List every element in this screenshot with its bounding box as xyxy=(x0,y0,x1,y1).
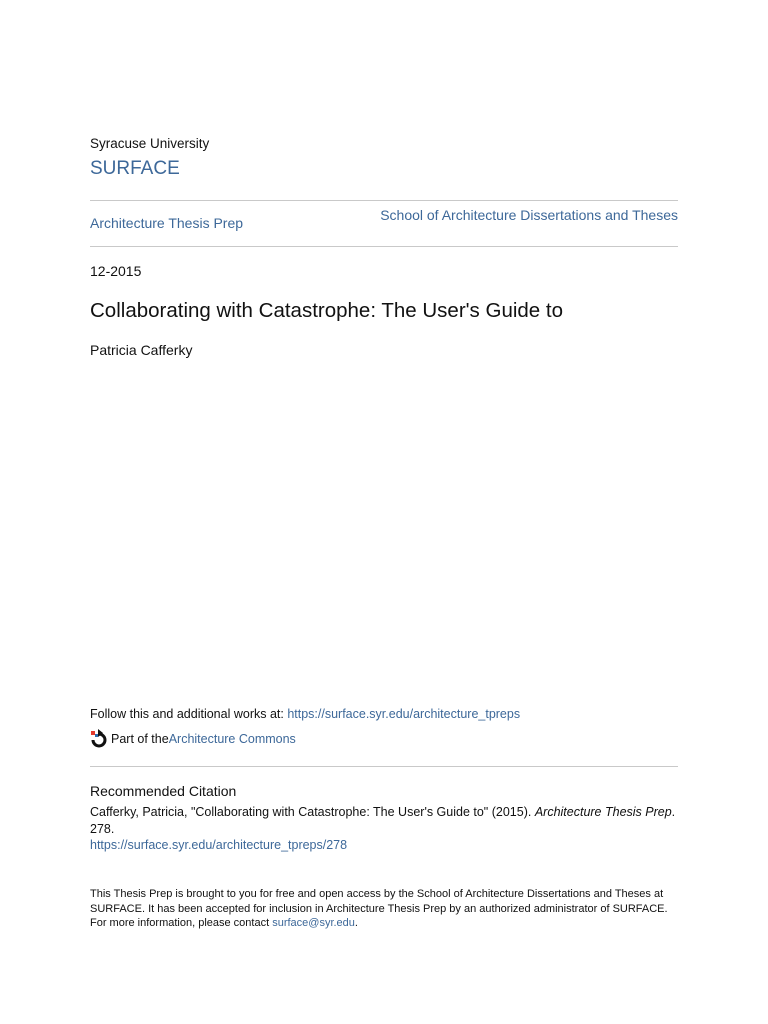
citation-text xyxy=(90,804,678,838)
access-notice xyxy=(90,887,678,931)
commons-icon xyxy=(90,729,108,749)
architecture-commons-link[interactable]: Architecture Commons xyxy=(168,732,296,746)
repository-link[interactable]: SURFACE xyxy=(90,158,180,179)
citation-suffix: . 278. xyxy=(90,805,676,836)
collection-url-link[interactable]: https://surface.syr.edu/architecture_tpreps xyxy=(287,707,521,721)
follow-prefix: Follow this and additional works at: xyxy=(90,707,288,721)
access-notice-text: This Thesis Prep is brought to you for free and open access by the School of Architecture Dissertations and Theses at SURFACE. It has been accepted for inclusion in Architecture Thesis Prep by an authorized administrator of SURFACE. For more information, please contact xyxy=(90,888,668,929)
divider-citation xyxy=(90,766,678,767)
publication-date: 12-2015 xyxy=(90,263,142,279)
citation-url-link[interactable]: https://surface.syr.edu/architecture_tpreps/278 xyxy=(90,838,348,852)
author-name: Patricia Cafferky xyxy=(90,342,193,358)
follow-line xyxy=(90,707,520,721)
divider-collection xyxy=(90,246,678,247)
citation-body: Cafferky, Patricia, "Collaborating with Catastrophe: The User's Guide to" (2015). xyxy=(90,805,535,819)
collection-link[interactable]: Architecture Thesis Prep xyxy=(90,215,244,231)
contact-email-link[interactable]: surface@syr.edu xyxy=(272,917,355,929)
part-of-line xyxy=(90,729,296,749)
citation-journal: Architecture Thesis Prep xyxy=(534,805,672,819)
school-collection-link[interactable]: School of Architecture Dissertations and Theses xyxy=(380,207,678,223)
institution-name: Syracuse University xyxy=(90,136,210,151)
divider-top xyxy=(90,200,678,201)
paper-title: Collaborating with Catastrophe: The User's Guide to xyxy=(90,299,564,322)
citation-heading: Recommended Citation xyxy=(90,783,237,799)
access-notice-end: . xyxy=(354,917,358,929)
part-of-prefix: Part of the xyxy=(111,732,169,746)
